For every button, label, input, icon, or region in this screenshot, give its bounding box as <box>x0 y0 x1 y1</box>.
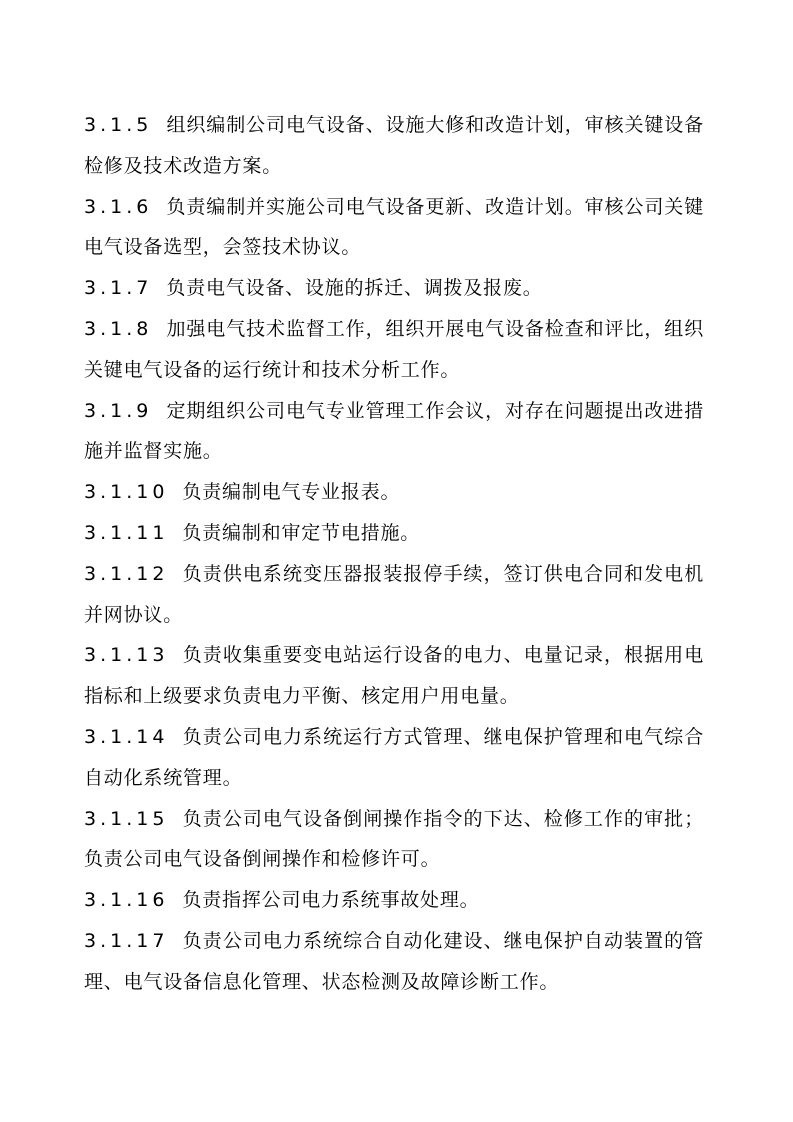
clause-text: 负责电气设备、设施的拆迁、调拨及报废。 <box>166 277 543 300</box>
clause-text: 组织编制公司电气设备、设施大修和改造计划，审核关键设备检修及技术改造方案。 <box>84 114 704 177</box>
clause-number: 3.1.11 <box>84 521 169 544</box>
clause-number: 3.1.8 <box>84 317 153 340</box>
clause-3-1-9 <box>84 391 704 473</box>
clause-number: 3.1.13 <box>84 644 169 667</box>
clause-text: 加强电气技术监督工作，组织开展电气设备检查和评比，组织关键电气设备的运行统计和技术分析工作。 <box>84 317 704 381</box>
clause-text: 负责公司电力系统综合自动化建设、继电保护自动装置的管理、电气设备信息化管理、状态检测及故障诊断工作。 <box>84 929 704 993</box>
document-body <box>84 105 704 1003</box>
clause-3-1-6 <box>84 187 704 269</box>
clause-3-1-12 <box>84 554 704 636</box>
clause-number: 3.1.7 <box>84 277 153 300</box>
clause-number: 3.1.5 <box>84 114 153 136</box>
clause-3-1-5 <box>84 105 704 187</box>
clause-number: 3.1.16 <box>84 889 169 912</box>
clause-text: 负责公司电气设备倒闸操作指令的下达、检修工作的审批；负责公司电气设备倒闸操作和检修许可。 <box>84 807 704 871</box>
clause-number: 3.1.12 <box>84 562 169 585</box>
clause-text: 负责编制并实施公司电气设备更新、改造计划。审核公司关键电气设备选型，会签技术协议。 <box>84 195 704 259</box>
clause-3-1-14 <box>84 717 704 799</box>
clause-3-1-10 <box>84 472 704 513</box>
clause-3-1-8 <box>84 309 704 391</box>
clause-text: 负责收集重要变电站运行设备的电力、电量记录，根据用电指标和上级要求负责电力平衡、核定用户用电量。 <box>84 644 704 708</box>
clause-number: 3.1.10 <box>84 481 169 504</box>
clause-text: 负责指挥公司电力系统事故处理。 <box>182 889 480 912</box>
clause-number: 3.1.17 <box>84 929 169 952</box>
clause-3-1-16 <box>84 880 704 921</box>
clause-3-1-11 <box>84 513 704 554</box>
clause-text: 负责公司电力系统运行方式管理、继电保护管理和电气综合自动化系统管理。 <box>84 725 704 789</box>
clause-number: 3.1.9 <box>84 399 153 422</box>
clause-3-1-13 <box>84 635 704 717</box>
clause-text: 负责编制电气专业报表。 <box>182 481 401 504</box>
clause-3-1-17 <box>84 921 704 1003</box>
clause-text: 负责供电系统变压器报装报停手续，签订供电合同和发电机并网协议。 <box>84 562 704 626</box>
clause-number: 3.1.14 <box>84 725 169 748</box>
clause-text: 负责编制和审定节电措施。 <box>182 521 421 544</box>
clause-number: 3.1.15 <box>84 807 169 830</box>
clause-text: 定期组织公司电气专业管理工作会议，对存在问题提出改进措施并监督实施。 <box>84 399 704 463</box>
clause-number: 3.1.6 <box>84 195 153 218</box>
clause-3-1-15 <box>84 799 704 881</box>
clause-3-1-7 <box>84 268 704 309</box>
